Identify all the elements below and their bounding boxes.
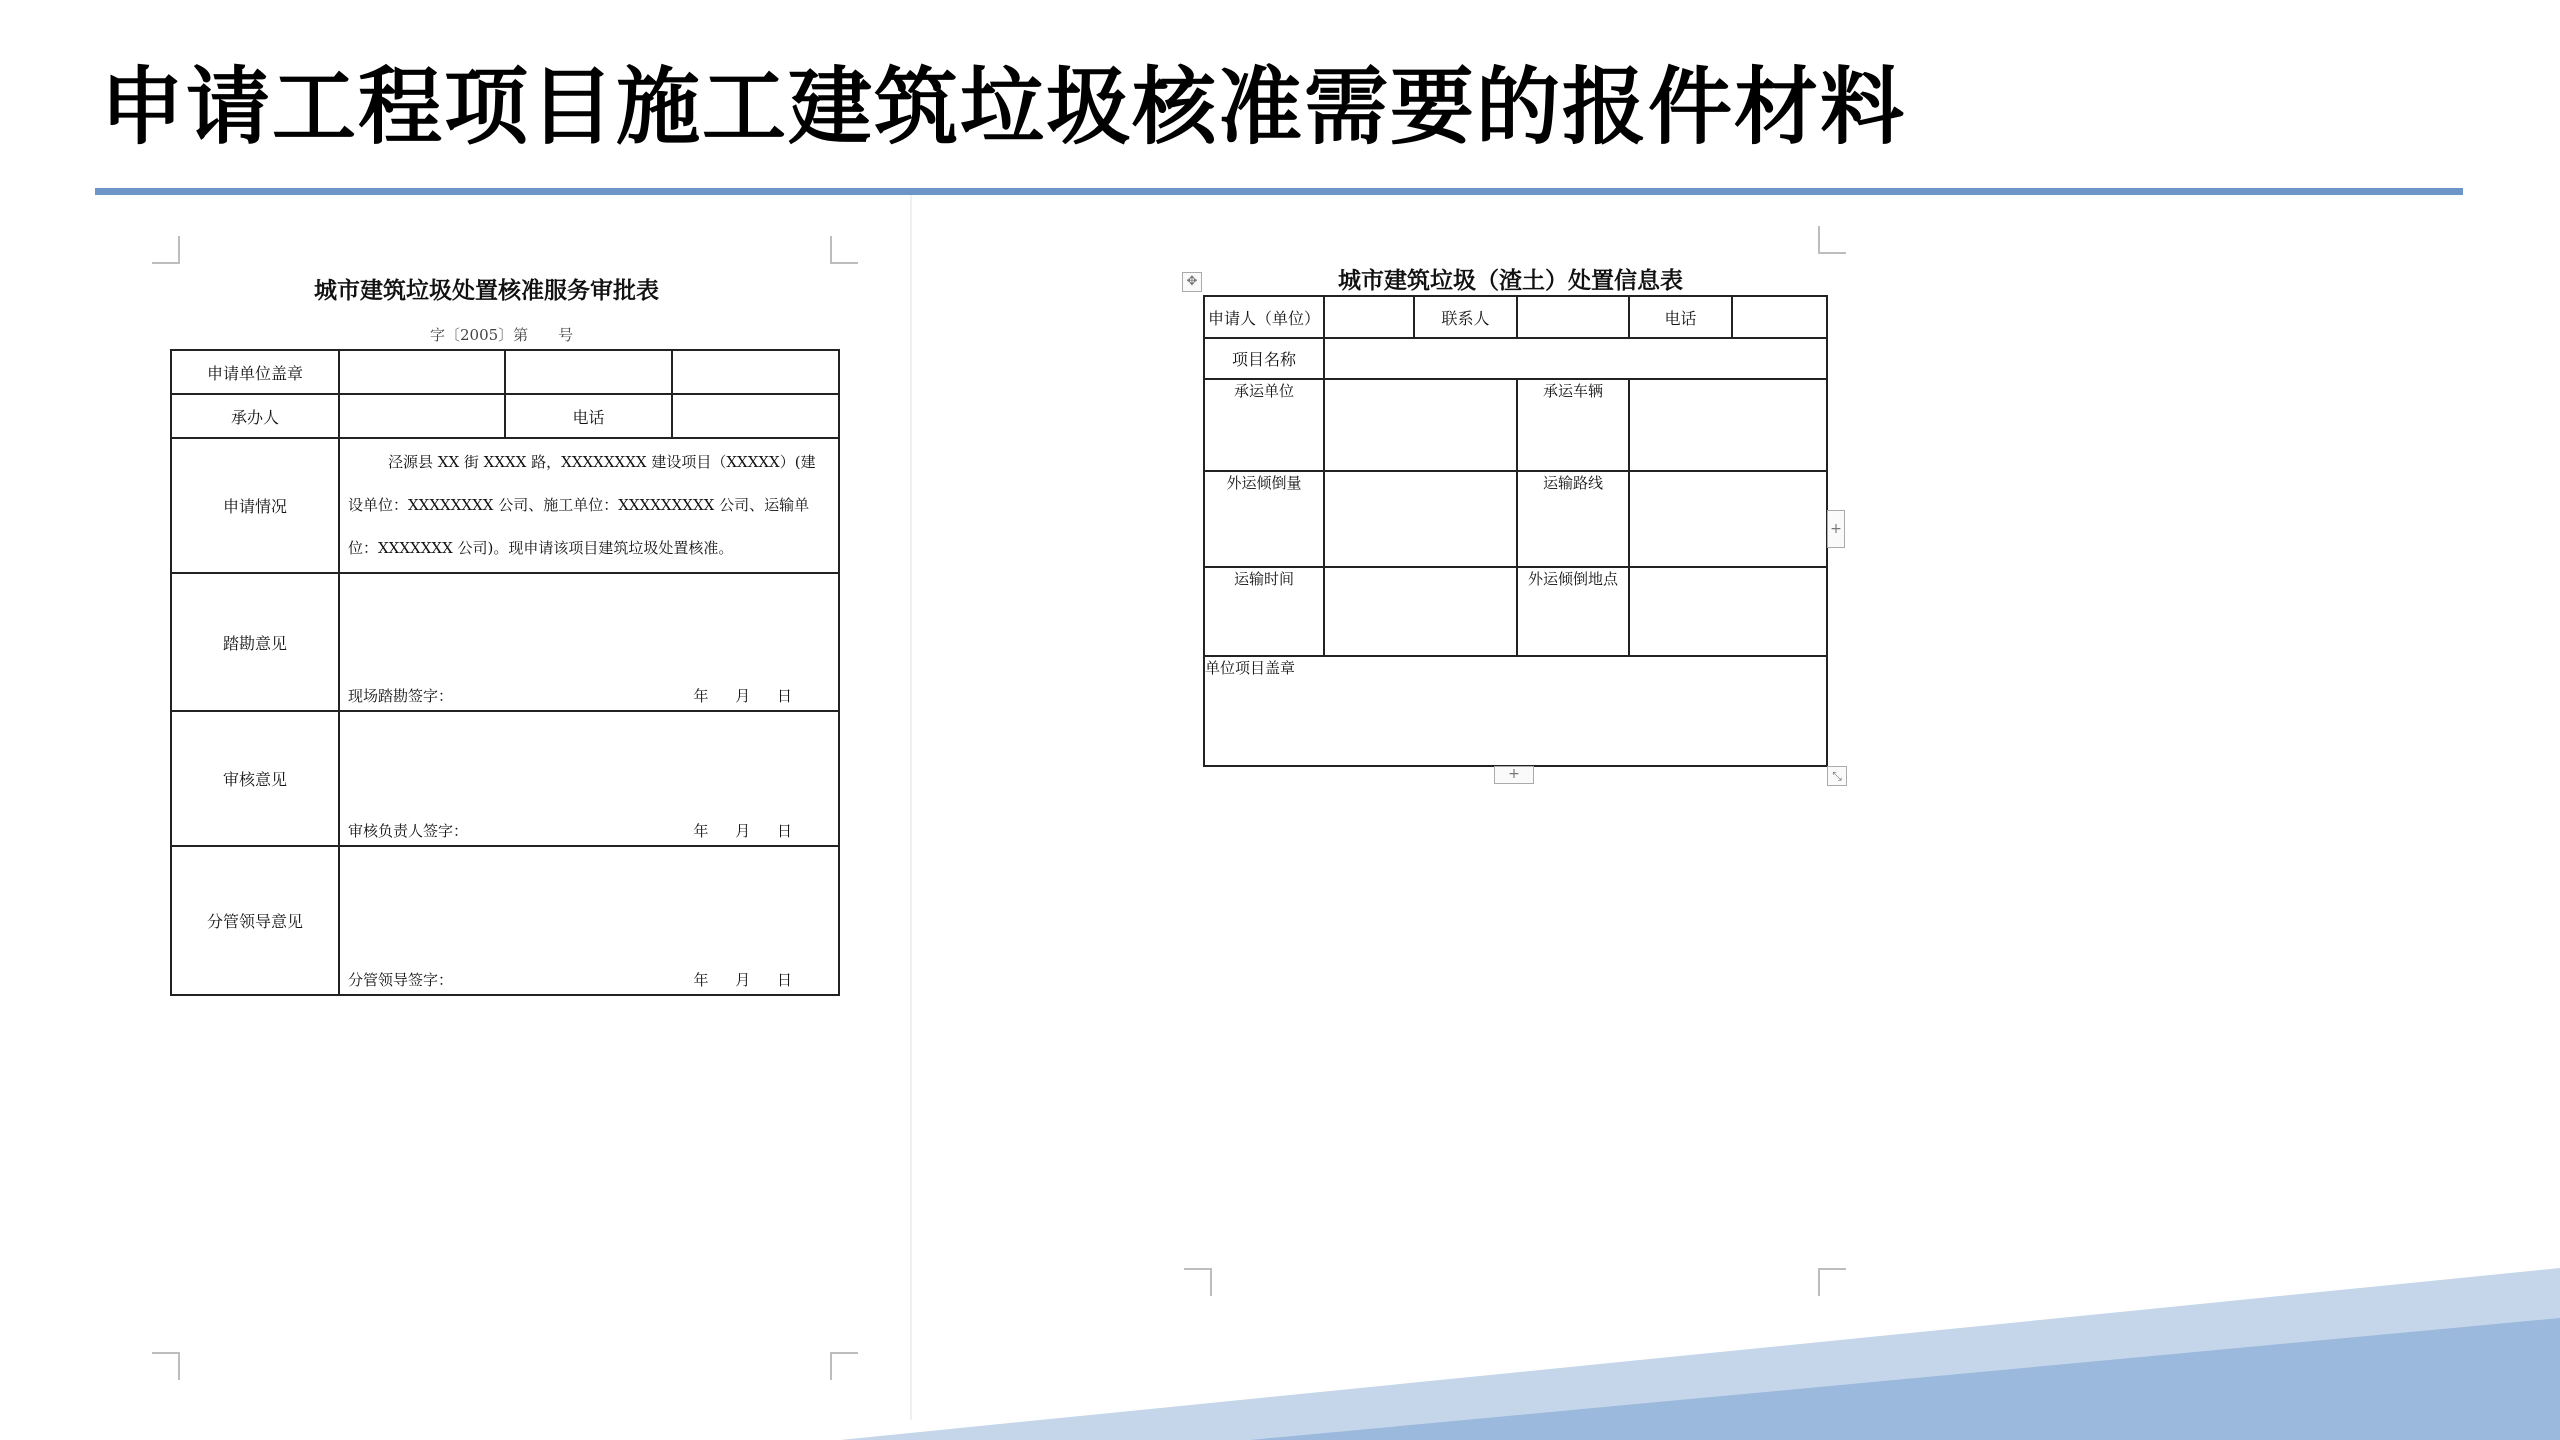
label-handler: 承办人 — [171, 394, 339, 438]
label-transport-time: 运输时间 — [1204, 567, 1324, 656]
review-signature-label: 审核负责人签字： — [348, 822, 469, 840]
review-date-label: 年 月 日 — [693, 822, 792, 840]
label-dump-location: 外运倾倒地点 — [1517, 567, 1629, 656]
add-column-icon[interactable]: + — [1827, 510, 1845, 548]
survey-date-label: 年 月 日 — [693, 687, 792, 705]
label-dump-amount: 外运倾倒量 — [1204, 471, 1324, 567]
label-project-name: 项目名称 — [1204, 338, 1324, 379]
doc2-title: 城市建筑垃圾（渣土）处置信息表 — [1338, 267, 1683, 294]
label-survey: 踏勘意见 — [171, 573, 339, 711]
label-application: 申请情况 — [171, 438, 339, 573]
move-icon[interactable]: ✥ — [1182, 272, 1202, 292]
label-contact: 联系人 — [1414, 296, 1517, 338]
label-route: 运输路线 — [1517, 471, 1629, 567]
label-phone-2: 电话 — [1629, 296, 1732, 338]
slide-title: 申请工程项目施工建筑垃圾核准需要的报件材料 — [100, 58, 1907, 156]
doc1-subtitle: 字〔2005〕第 号 — [430, 326, 574, 344]
application-text: 泾源县 XX 街 XXXX 路，XXXXXXXX 建设项目（XXXXX）(建设单位：XXXXXXXX 公司、施工单位：XXXXXXXXX 公司、运输单位：XXXXXXX 公司)。现申请该项目建筑垃圾处置核准。 — [348, 453, 816, 557]
resize-icon[interactable]: ⤡ — [1827, 766, 1847, 786]
label-carrier: 承运单位 — [1204, 379, 1324, 471]
label-phone: 电话 — [505, 394, 672, 438]
label-unit-stamp: 单位项目盖章 — [1205, 659, 1296, 677]
label-applicant: 申请人（单位） — [1204, 296, 1324, 338]
leader-signature-label: 分管领导签字： — [348, 971, 454, 989]
label-vehicle: 承运车辆 — [1517, 379, 1629, 471]
leader-date-label: 年 月 日 — [693, 971, 792, 989]
label-review: 审核意见 — [171, 711, 339, 846]
label-applicant-stamp: 申请单位盖章 — [171, 350, 339, 394]
label-leader: 分管领导意见 — [171, 846, 339, 995]
survey-signature-label: 现场踏勘签字： — [348, 687, 454, 705]
add-row-icon[interactable]: + — [1494, 766, 1534, 784]
doc1-title: 城市建筑垃圾处置核准服务审批表 — [314, 277, 659, 304]
